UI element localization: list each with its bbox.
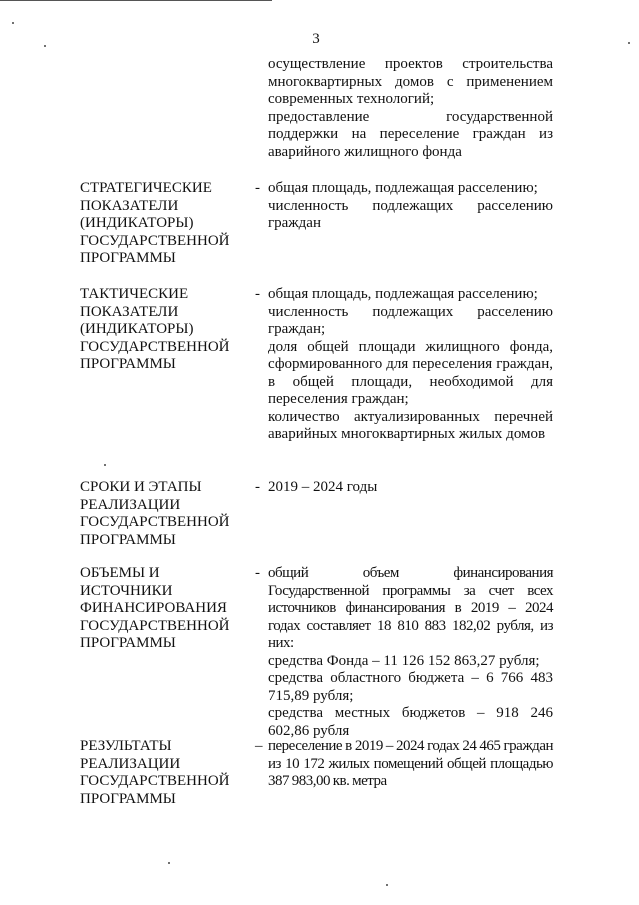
section-line: общая площадь, подлежащая расселению; xyxy=(268,286,538,302)
section-line: численность подлежащих расселению граждан; xyxy=(268,303,553,337)
section-dash: - xyxy=(255,479,260,495)
section-dash: – xyxy=(255,738,263,754)
section-dash: - xyxy=(255,565,260,581)
section-label: РЕЗУЛЬТАТЫ РЕАЛИЗАЦИИ ГОСУДАРСТВЕННОЙ ПРОГРАММЫ xyxy=(80,738,230,807)
section-line: численность подлежащих расселению граждан xyxy=(268,197,553,231)
intro-content xyxy=(268,56,553,161)
section-line: общий объем финансирования Государственной программы за счет всех источников финансирования в 2019 – 2024 годах составляет 18 810 883 182,02 рубля, из них: xyxy=(268,565,553,651)
scan-speck xyxy=(104,464,106,466)
section-line: переселение в 2019 – 2024 годах 24 465 граждан из 10 172 жилых помещений общей площадью 387 983,00 кв. метра xyxy=(268,738,553,789)
scan-speck xyxy=(44,45,46,47)
scan-speck xyxy=(12,22,14,24)
section-label: ОБЪЕМЫ И ИСТОЧНИКИ ФИНАНСИРОВАНИЯ ГОСУДАРСТВЕННОЙ ПРОГРАММЫ xyxy=(80,565,230,651)
scan-speck xyxy=(628,42,630,44)
section-label: СРОКИ И ЭТАПЫ РЕАЛИЗАЦИИ ГОСУДАРСТВЕННОЙ ПРОГРАММЫ xyxy=(80,479,230,548)
section-line: доля общей площади жилищного фонда, сформированного для переселения граждан, в общей площади, необходимой для переселения граждан; xyxy=(268,338,553,407)
section-dash: - xyxy=(255,180,260,196)
section-line: общая площадь, подлежащая расселению; xyxy=(268,180,538,196)
section-dash: - xyxy=(255,286,260,302)
section-label: СТРАТЕГИЧЕСКИЕ ПОКАЗАТЕЛИ (ИНДИКАТОРЫ) ГОСУДАРСТВЕННОЙ ПРОГРАММЫ xyxy=(80,180,230,266)
section-content xyxy=(268,738,553,791)
scan-speck xyxy=(168,862,170,864)
section-line: количество актуализированных перечней аварийных многоквартирных жилых домов xyxy=(268,408,553,442)
scan-speck xyxy=(386,884,388,886)
section-content xyxy=(268,180,553,233)
section-content xyxy=(268,286,553,444)
section-line: средства Фонда – 11 126 152 863,27 рубля; xyxy=(268,652,540,669)
section-content xyxy=(268,565,553,740)
section-content xyxy=(268,479,553,497)
section-line: средства местных бюджетов – 918 246 602,86 рубля xyxy=(268,705,553,739)
page-number: 3 xyxy=(312,31,320,47)
top-rule xyxy=(0,0,272,1)
intro-line: осуществление проектов строительства многоквартирных домов с применением современных технологий; xyxy=(268,56,553,107)
section-line: 2019 – 2024 годы xyxy=(268,479,378,495)
intro-line: предоставление государственной поддержки на переселение граждан из аварийного жилищного фонда xyxy=(268,108,553,160)
section-label: ТАКТИЧЕСКИЕ ПОКАЗАТЕЛИ (ИНДИКАТОРЫ) ГОСУДАРСТВЕННОЙ ПРОГРАММЫ xyxy=(80,286,230,372)
section-line: средства областного бюджета – 6 766 483 715,89 рубля; xyxy=(268,670,553,704)
